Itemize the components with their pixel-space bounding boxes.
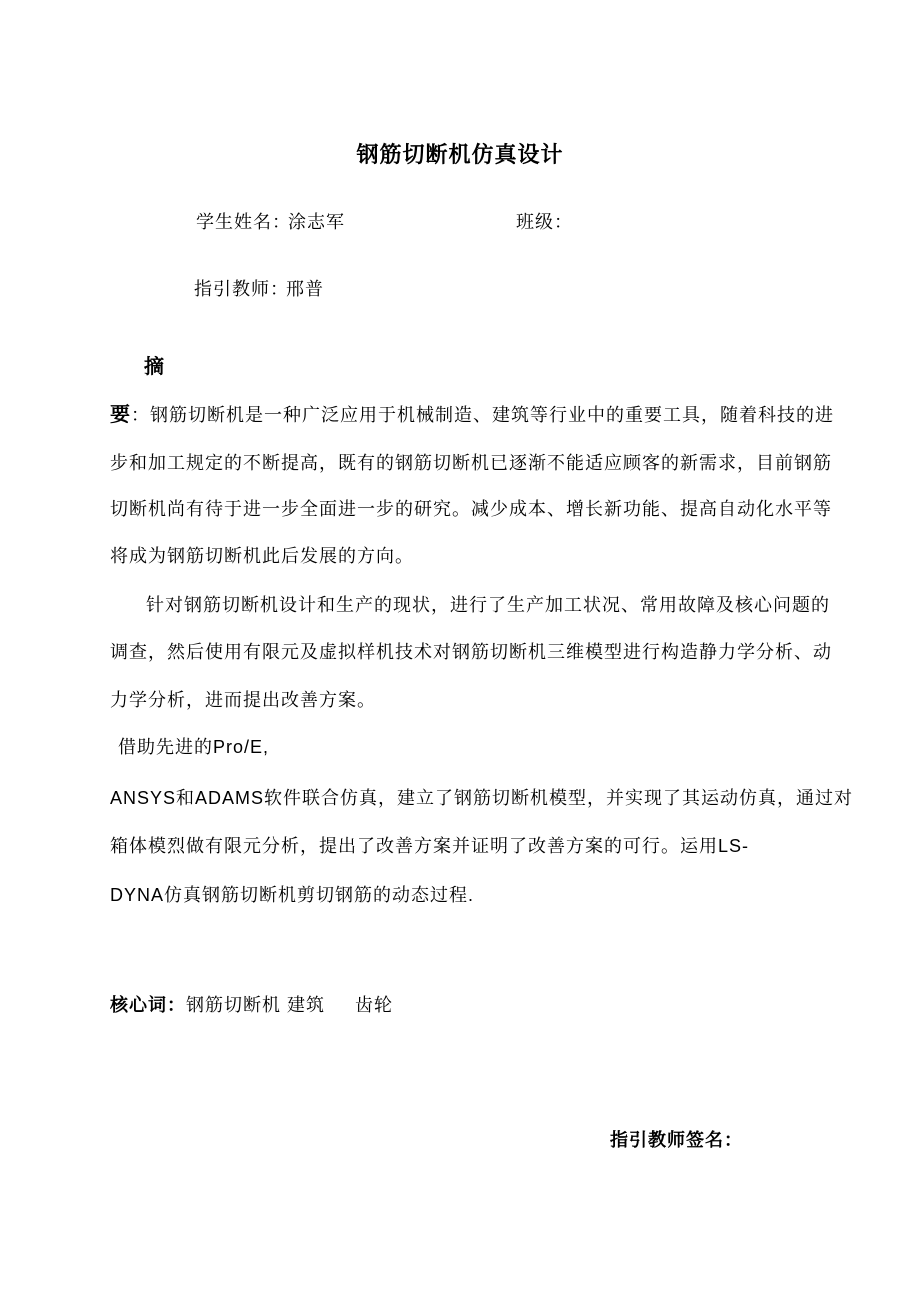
document-title: 钢筋切断机仿真设计	[356, 142, 564, 167]
abstract-heading-2: 要	[110, 404, 131, 426]
keywords	[110, 993, 393, 1017]
abstract-line: 将成为钢筋切断机此后发展的方向。	[110, 546, 414, 566]
abstract-line: 力学分析，进而提出改善方案。	[110, 690, 376, 710]
abstract-heading-1: 摘	[144, 356, 165, 378]
keyword: 建筑	[287, 995, 326, 1015]
abstract-line: ANSYS和ADAMS软件联合仿真，建立了钢筋切断机模型，并实现了其运动仿真，通过对	[110, 788, 854, 808]
abstract-line: 针对钢筋切断机设计和生产的现状，进行了生产加工状况、常用故障及核心问题的	[146, 595, 830, 615]
abstract-para-1-line-0	[110, 403, 834, 427]
teacher-label: 指引教师：	[194, 279, 289, 299]
abstract-line: 钢筋切断机是一种广泛应用于机械制造、建筑等行业中的重要工具，随着科技的进	[150, 405, 834, 425]
signature-label: 指引教师签名：	[610, 1130, 743, 1150]
abstract-line: 步和加工规定的不断提高，既有的钢筋切断机已逐渐不能适应顾客的新需求，目前钢筋	[110, 453, 832, 473]
abstract-line: 切断机尚有待于进一步全面进一步的研究。减少成本、增长新功能、提高自动化水平等	[110, 499, 832, 519]
student-label: 学生姓名：	[196, 212, 291, 232]
class-label: 班级：	[516, 212, 573, 232]
abstract-line: 箱体模烈做有限元分析，提出了改善方案并证明了改善方案的可行。运用LS-	[110, 836, 750, 856]
keywords-label: 核心词：	[110, 995, 186, 1015]
abstract-line: DYNA仿真钢筋切断机剪切钢筋的动态过程.	[110, 885, 475, 905]
teacher-name: 邢普	[286, 279, 324, 299]
abstract-line: 调查，然后使用有限元及虚拟样机技术对钢筋切断机三维模型进行构造静力学分析、动	[110, 642, 832, 662]
student-name: 涂志军	[288, 212, 345, 232]
abstract-line: 借助先进的Pro/E,	[118, 737, 270, 757]
abstract-colon: ：	[131, 405, 150, 425]
keyword: 齿轮	[355, 995, 394, 1015]
keyword: 钢筋切断机	[186, 995, 281, 1015]
